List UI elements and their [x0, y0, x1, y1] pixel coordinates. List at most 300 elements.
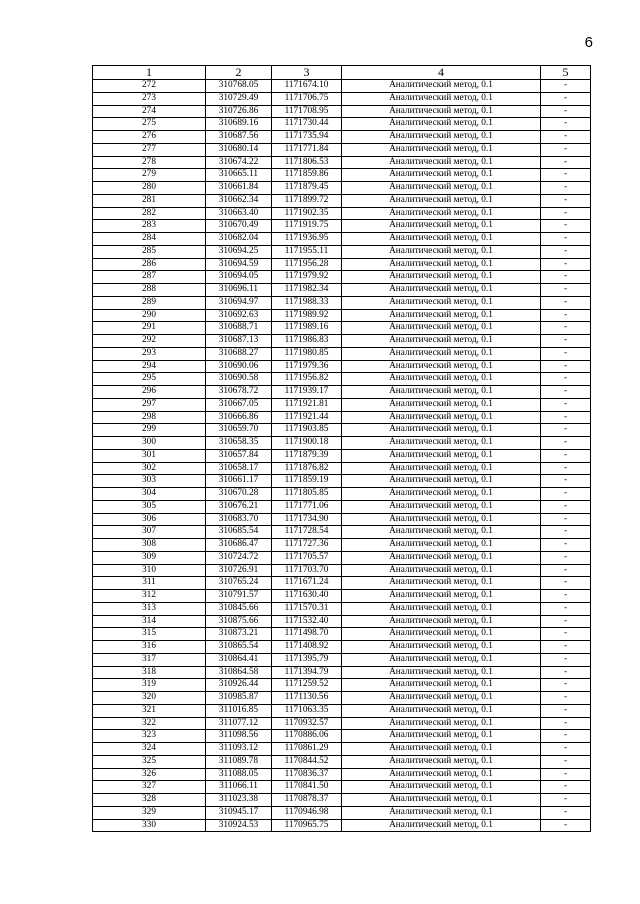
point-number-cell: 293	[93, 347, 206, 360]
method-cell: Аналитический метод, 0.1	[342, 704, 541, 717]
table-row	[93, 692, 591, 705]
y-coordinate-cell: 1171630.40	[272, 590, 342, 603]
method-cell: Аналитический метод, 0.1	[342, 475, 541, 488]
point-number-cell: 277	[93, 143, 206, 156]
y-coordinate-cell: 1171395.79	[272, 653, 342, 666]
y-coordinate-cell: 1171771.06	[272, 500, 342, 513]
point-number-cell: 313	[93, 602, 206, 615]
point-number-cell: 319	[93, 679, 206, 692]
table-row	[93, 628, 591, 641]
table-row	[93, 118, 591, 131]
note-cell: -	[541, 615, 591, 628]
note-cell: -	[541, 539, 591, 552]
note-cell: -	[541, 602, 591, 615]
y-coordinate-cell: 1171671.24	[272, 577, 342, 590]
x-coordinate-cell: 310659.70	[206, 424, 272, 437]
point-number-cell: 298	[93, 411, 206, 424]
y-coordinate-cell: 1170946.98	[272, 806, 342, 819]
method-cell: Аналитический метод, 0.1	[342, 653, 541, 666]
table-row	[93, 233, 591, 246]
x-coordinate-cell: 310726.86	[206, 105, 272, 118]
x-coordinate-cell: 310687.56	[206, 131, 272, 144]
x-coordinate-cell: 310667.05	[206, 398, 272, 411]
y-coordinate-cell: 1171708.95	[272, 105, 342, 118]
x-coordinate-cell: 310658.35	[206, 437, 272, 450]
method-cell: Аналитический метод, 0.1	[342, 169, 541, 182]
table-row	[93, 462, 591, 475]
x-coordinate-cell: 311066.11	[206, 781, 272, 794]
note-cell: -	[541, 143, 591, 156]
note-cell: -	[541, 781, 591, 794]
method-cell: Аналитический метод, 0.1	[342, 284, 541, 297]
point-number-cell: 318	[93, 666, 206, 679]
x-coordinate-cell: 310696.11	[206, 284, 272, 297]
y-coordinate-cell: 1171771.84	[272, 143, 342, 156]
point-number-cell: 287	[93, 271, 206, 284]
method-cell: Аналитический метод, 0.1	[342, 360, 541, 373]
point-number-cell: 274	[93, 105, 206, 118]
x-coordinate-cell: 310685.54	[206, 526, 272, 539]
table-row	[93, 411, 591, 424]
method-cell: Аналитический метод, 0.1	[342, 207, 541, 220]
table-row	[93, 220, 591, 233]
note-cell: -	[541, 258, 591, 271]
table-row	[93, 258, 591, 271]
table-row	[93, 424, 591, 437]
table-row	[93, 309, 591, 322]
x-coordinate-cell: 310724.72	[206, 551, 272, 564]
note-cell: -	[541, 577, 591, 590]
table-row	[93, 679, 591, 692]
y-coordinate-cell: 1171956.82	[272, 373, 342, 386]
y-coordinate-cell: 1171900.18	[272, 437, 342, 450]
point-number-cell: 292	[93, 335, 206, 348]
method-cell: Аналитический метод, 0.1	[342, 768, 541, 781]
column-header-5: 5	[541, 66, 591, 80]
x-coordinate-cell: 310676.21	[206, 500, 272, 513]
method-cell: Аналитический метод, 0.1	[342, 462, 541, 475]
method-cell: Аналитический метод, 0.1	[342, 500, 541, 513]
table-row	[93, 564, 591, 577]
x-coordinate-cell: 310945.17	[206, 806, 272, 819]
note-cell: -	[541, 513, 591, 526]
note-cell: -	[541, 717, 591, 730]
method-cell: Аналитический метод, 0.1	[342, 615, 541, 628]
y-coordinate-cell: 1171879.45	[272, 182, 342, 195]
point-number-cell: 275	[93, 118, 206, 131]
point-number-cell: 324	[93, 743, 206, 756]
method-cell: Аналитический метод, 0.1	[342, 679, 541, 692]
method-cell: Аналитический метод, 0.1	[342, 271, 541, 284]
method-cell: Аналитический метод, 0.1	[342, 220, 541, 233]
point-number-cell: 279	[93, 169, 206, 182]
table-row	[93, 335, 591, 348]
table-row	[93, 819, 591, 832]
y-coordinate-cell: 1171705.57	[272, 551, 342, 564]
note-cell: -	[541, 118, 591, 131]
note-cell: -	[541, 704, 591, 717]
method-cell: Аналитический метод, 0.1	[342, 424, 541, 437]
method-cell: Аналитический метод, 0.1	[342, 296, 541, 309]
method-cell: Аналитический метод, 0.1	[342, 92, 541, 105]
y-coordinate-cell: 1171498.70	[272, 628, 342, 641]
x-coordinate-cell: 311023.38	[206, 794, 272, 807]
x-coordinate-cell: 310687.13	[206, 335, 272, 348]
x-coordinate-cell: 310689.16	[206, 118, 272, 131]
method-cell: Аналитический метод, 0.1	[342, 437, 541, 450]
point-number-cell: 311	[93, 577, 206, 590]
x-coordinate-cell: 310694.97	[206, 296, 272, 309]
point-number-cell: 278	[93, 156, 206, 169]
x-coordinate-cell: 310670.28	[206, 488, 272, 501]
x-coordinate-cell: 311088.05	[206, 768, 272, 781]
table-row	[93, 131, 591, 144]
y-coordinate-cell: 1171979.92	[272, 271, 342, 284]
y-coordinate-cell: 1171734.90	[272, 513, 342, 526]
note-cell: -	[541, 398, 591, 411]
table-row	[93, 488, 591, 501]
note-cell: -	[541, 755, 591, 768]
note-cell: -	[541, 360, 591, 373]
x-coordinate-cell: 310690.06	[206, 360, 272, 373]
table-row	[93, 781, 591, 794]
table-row	[93, 373, 591, 386]
method-cell: Аналитический метод, 0.1	[342, 156, 541, 169]
point-number-cell: 316	[93, 641, 206, 654]
y-coordinate-cell: 1171921.44	[272, 411, 342, 424]
note-cell: -	[541, 437, 591, 450]
y-coordinate-cell: 1171408.92	[272, 641, 342, 654]
x-coordinate-cell: 310864.58	[206, 666, 272, 679]
x-coordinate-cell: 310694.25	[206, 245, 272, 258]
point-number-cell: 309	[93, 551, 206, 564]
note-cell: -	[541, 322, 591, 335]
y-coordinate-cell: 1171939.17	[272, 386, 342, 399]
x-coordinate-cell: 310791.57	[206, 590, 272, 603]
table-row	[93, 513, 591, 526]
note-cell: -	[541, 194, 591, 207]
point-number-cell: 306	[93, 513, 206, 526]
y-coordinate-cell: 1171989.92	[272, 309, 342, 322]
y-coordinate-cell: 1171902.35	[272, 207, 342, 220]
x-coordinate-cell: 310688.27	[206, 347, 272, 360]
y-coordinate-cell: 1170844.52	[272, 755, 342, 768]
y-coordinate-cell: 1171919.75	[272, 220, 342, 233]
y-coordinate-cell: 1171394.79	[272, 666, 342, 679]
point-number-cell: 281	[93, 194, 206, 207]
method-cell: Аналитический метод, 0.1	[342, 692, 541, 705]
y-coordinate-cell: 1171989.16	[272, 322, 342, 335]
note-cell: -	[541, 449, 591, 462]
point-number-cell: 307	[93, 526, 206, 539]
note-cell: -	[541, 80, 591, 93]
y-coordinate-cell: 1171728.54	[272, 526, 342, 539]
y-coordinate-cell: 1171982.34	[272, 284, 342, 297]
note-cell: -	[541, 271, 591, 284]
y-coordinate-cell: 1171955.11	[272, 245, 342, 258]
note-cell: -	[541, 347, 591, 360]
x-coordinate-cell: 310680.14	[206, 143, 272, 156]
note-cell: -	[541, 284, 591, 297]
point-number-cell: 290	[93, 309, 206, 322]
table-row	[93, 105, 591, 118]
method-cell: Аналитический метод, 0.1	[342, 577, 541, 590]
method-cell: Аналитический метод, 0.1	[342, 564, 541, 577]
x-coordinate-cell: 310985.87	[206, 692, 272, 705]
x-coordinate-cell: 310670.49	[206, 220, 272, 233]
point-number-cell: 323	[93, 730, 206, 743]
y-coordinate-cell: 1170932.57	[272, 717, 342, 730]
point-number-cell: 282	[93, 207, 206, 220]
method-cell: Аналитический метод, 0.1	[342, 233, 541, 246]
method-cell: Аналитический метод, 0.1	[342, 194, 541, 207]
point-number-cell: 314	[93, 615, 206, 628]
table-row	[93, 615, 591, 628]
point-number-cell: 284	[93, 233, 206, 246]
point-number-cell: 272	[93, 80, 206, 93]
y-coordinate-cell: 1171859.86	[272, 169, 342, 182]
y-coordinate-cell: 1170836.37	[272, 768, 342, 781]
table-row	[93, 322, 591, 335]
method-cell: Аналитический метод, 0.1	[342, 730, 541, 743]
table-row	[93, 92, 591, 105]
note-cell: -	[541, 373, 591, 386]
table-row	[93, 704, 591, 717]
note-cell: -	[541, 335, 591, 348]
note-cell: -	[541, 564, 591, 577]
table-row	[93, 717, 591, 730]
y-coordinate-cell: 1171986.83	[272, 335, 342, 348]
note-cell: -	[541, 92, 591, 105]
point-number-cell: 312	[93, 590, 206, 603]
x-coordinate-cell: 310845.66	[206, 602, 272, 615]
note-cell: -	[541, 653, 591, 666]
note-cell: -	[541, 169, 591, 182]
method-cell: Аналитический метод, 0.1	[342, 449, 541, 462]
point-number-cell: 315	[93, 628, 206, 641]
point-number-cell: 308	[93, 539, 206, 552]
point-number-cell: 296	[93, 386, 206, 399]
table-row	[93, 806, 591, 819]
table-header-row	[93, 66, 591, 80]
y-coordinate-cell: 1171532.40	[272, 615, 342, 628]
note-cell: -	[541, 743, 591, 756]
method-cell: Аналитический метод, 0.1	[342, 335, 541, 348]
point-number-cell: 280	[93, 182, 206, 195]
note-cell: -	[541, 641, 591, 654]
point-number-cell: 327	[93, 781, 206, 794]
note-cell: -	[541, 730, 591, 743]
x-coordinate-cell: 310875.66	[206, 615, 272, 628]
x-coordinate-cell: 310726.91	[206, 564, 272, 577]
note-cell: -	[541, 296, 591, 309]
column-header-2: 2	[206, 66, 272, 80]
note-cell: -	[541, 666, 591, 679]
method-cell: Аналитический метод, 0.1	[342, 781, 541, 794]
method-cell: Аналитический метод, 0.1	[342, 373, 541, 386]
y-coordinate-cell: 1171956.28	[272, 258, 342, 271]
method-cell: Аналитический метод, 0.1	[342, 628, 541, 641]
point-number-cell: 325	[93, 755, 206, 768]
table-row	[93, 169, 591, 182]
x-coordinate-cell: 310661.84	[206, 182, 272, 195]
y-coordinate-cell: 1171936.95	[272, 233, 342, 246]
x-coordinate-cell: 311093.12	[206, 743, 272, 756]
point-number-cell: 321	[93, 704, 206, 717]
note-cell: -	[541, 628, 591, 641]
x-coordinate-cell: 310665.11	[206, 169, 272, 182]
table-row	[93, 143, 591, 156]
method-cell: Аналитический метод, 0.1	[342, 513, 541, 526]
point-number-cell: 326	[93, 768, 206, 781]
method-cell: Аналитический метод, 0.1	[342, 755, 541, 768]
note-cell: -	[541, 590, 591, 603]
table-row	[93, 500, 591, 513]
y-coordinate-cell: 1171859.19	[272, 475, 342, 488]
x-coordinate-cell: 310662.34	[206, 194, 272, 207]
table-row	[93, 794, 591, 807]
y-coordinate-cell: 1170886.06	[272, 730, 342, 743]
x-coordinate-cell: 310924.53	[206, 819, 272, 832]
note-cell: -	[541, 233, 591, 246]
point-number-cell: 276	[93, 131, 206, 144]
x-coordinate-cell: 310657.84	[206, 449, 272, 462]
method-cell: Аналитический метод, 0.1	[342, 551, 541, 564]
point-number-cell: 283	[93, 220, 206, 233]
note-cell: -	[541, 386, 591, 399]
note-cell: -	[541, 819, 591, 832]
method-cell: Аналитический метод, 0.1	[342, 131, 541, 144]
x-coordinate-cell: 310688.71	[206, 322, 272, 335]
method-cell: Аналитический метод, 0.1	[342, 322, 541, 335]
point-number-cell: 328	[93, 794, 206, 807]
x-coordinate-cell: 310678.72	[206, 386, 272, 399]
point-number-cell: 294	[93, 360, 206, 373]
column-header-1: 1	[93, 66, 206, 80]
table-row	[93, 526, 591, 539]
note-cell: -	[541, 806, 591, 819]
table-row	[93, 590, 591, 603]
x-coordinate-cell: 310864.41	[206, 653, 272, 666]
y-coordinate-cell: 1170878.37	[272, 794, 342, 807]
x-coordinate-cell: 311077.12	[206, 717, 272, 730]
x-coordinate-cell: 310683.70	[206, 513, 272, 526]
method-cell: Аналитический метод, 0.1	[342, 386, 541, 399]
x-coordinate-cell: 310694.59	[206, 258, 272, 271]
point-number-cell: 310	[93, 564, 206, 577]
table-row	[93, 602, 591, 615]
point-number-cell: 289	[93, 296, 206, 309]
table-row	[93, 768, 591, 781]
table-row	[93, 730, 591, 743]
y-coordinate-cell: 1171979.36	[272, 360, 342, 373]
note-cell: -	[541, 526, 591, 539]
point-number-cell: 303	[93, 475, 206, 488]
y-coordinate-cell: 1171988.33	[272, 296, 342, 309]
point-number-cell: 304	[93, 488, 206, 501]
method-cell: Аналитический метод, 0.1	[342, 641, 541, 654]
note-cell: -	[541, 768, 591, 781]
y-coordinate-cell: 1171130.56	[272, 692, 342, 705]
x-coordinate-cell: 310865.54	[206, 641, 272, 654]
note-cell: -	[541, 309, 591, 322]
method-cell: Аналитический метод, 0.1	[342, 743, 541, 756]
point-number-cell: 285	[93, 245, 206, 258]
method-cell: Аналитический метод, 0.1	[342, 105, 541, 118]
method-cell: Аналитический метод, 0.1	[342, 258, 541, 271]
y-coordinate-cell: 1171899.72	[272, 194, 342, 207]
method-cell: Аналитический метод, 0.1	[342, 806, 541, 819]
y-coordinate-cell: 1171674.10	[272, 80, 342, 93]
point-number-cell: 286	[93, 258, 206, 271]
point-number-cell: 300	[93, 437, 206, 450]
point-number-cell: 329	[93, 806, 206, 819]
table-row	[93, 271, 591, 284]
note-cell: -	[541, 131, 591, 144]
method-cell: Аналитический метод, 0.1	[342, 245, 541, 258]
y-coordinate-cell: 1171805.85	[272, 488, 342, 501]
y-coordinate-cell: 1171980.85	[272, 347, 342, 360]
table-row	[93, 539, 591, 552]
note-cell: -	[541, 245, 591, 258]
table-row	[93, 641, 591, 654]
y-coordinate-cell: 1170841.50	[272, 781, 342, 794]
x-coordinate-cell: 310661.17	[206, 475, 272, 488]
x-coordinate-cell: 310663.40	[206, 207, 272, 220]
point-number-cell: 299	[93, 424, 206, 437]
y-coordinate-cell: 1171735.94	[272, 131, 342, 144]
note-cell: -	[541, 411, 591, 424]
table-row	[93, 449, 591, 462]
x-coordinate-cell: 310690.58	[206, 373, 272, 386]
note-cell: -	[541, 462, 591, 475]
table-row	[93, 284, 591, 297]
y-coordinate-cell: 1170965.75	[272, 819, 342, 832]
x-coordinate-cell: 310694.05	[206, 271, 272, 284]
method-cell: Аналитический метод, 0.1	[342, 717, 541, 730]
point-number-cell: 330	[93, 819, 206, 832]
method-cell: Аналитический метод, 0.1	[342, 590, 541, 603]
table-row	[93, 207, 591, 220]
method-cell: Аналитический метод, 0.1	[342, 309, 541, 322]
point-number-cell: 320	[93, 692, 206, 705]
x-coordinate-cell: 310658.17	[206, 462, 272, 475]
y-coordinate-cell: 1171727.36	[272, 539, 342, 552]
y-coordinate-cell: 1170861.29	[272, 743, 342, 756]
point-number-cell: 295	[93, 373, 206, 386]
table-row	[93, 347, 591, 360]
note-cell: -	[541, 794, 591, 807]
table-row	[93, 666, 591, 679]
note-cell: -	[541, 679, 591, 692]
x-coordinate-cell: 310873.21	[206, 628, 272, 641]
column-header-4: 4	[342, 66, 541, 80]
method-cell: Аналитический метод, 0.1	[342, 398, 541, 411]
method-cell: Аналитический метод, 0.1	[342, 819, 541, 832]
y-coordinate-cell: 1171706.75	[272, 92, 342, 105]
x-coordinate-cell: 310682.04	[206, 233, 272, 246]
coordinates-table	[92, 65, 591, 832]
x-coordinate-cell: 311016.85	[206, 704, 272, 717]
table-row	[93, 245, 591, 258]
x-coordinate-cell: 311089.78	[206, 755, 272, 768]
y-coordinate-cell: 1171806.53	[272, 156, 342, 169]
table-row	[93, 437, 591, 450]
method-cell: Аналитический метод, 0.1	[342, 526, 541, 539]
method-cell: Аналитический метод, 0.1	[342, 143, 541, 156]
table-row	[93, 296, 591, 309]
y-coordinate-cell: 1171730.44	[272, 118, 342, 131]
